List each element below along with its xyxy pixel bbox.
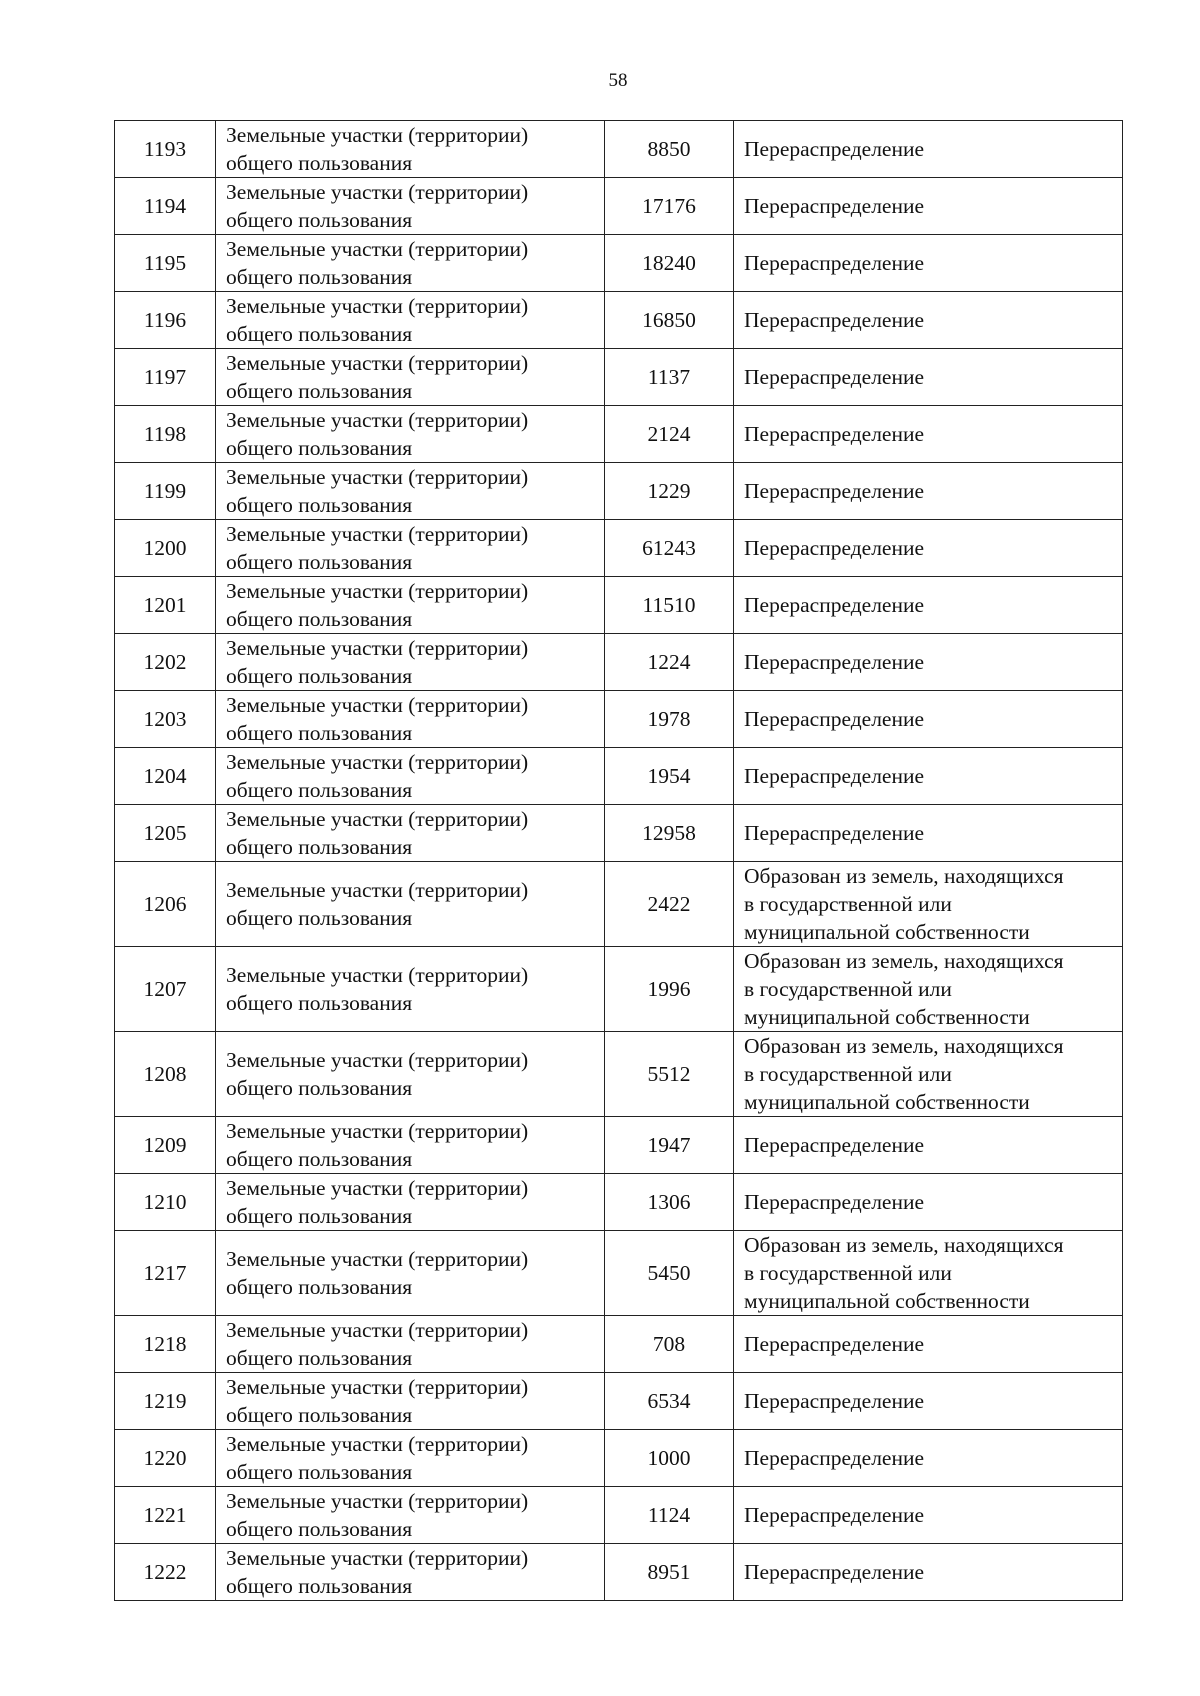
plot-name-line: Земельные участки (территории) xyxy=(226,750,529,774)
formation-basis-line: Перераспределение xyxy=(744,251,925,275)
formation-basis-line: Перераспределение xyxy=(744,1190,925,1214)
formation-basis-cell xyxy=(734,1231,1123,1316)
plot-name-line: общего пользования xyxy=(226,1147,413,1171)
plot-area-cell: 1124 xyxy=(605,1487,734,1544)
row-number-cell: 1206 xyxy=(115,862,216,947)
land-plots-table xyxy=(114,120,1123,1601)
formation-basis-line: Перераспределение xyxy=(744,650,925,674)
plot-area-cell: 1954 xyxy=(605,748,734,805)
formation-basis-cell xyxy=(734,947,1123,1032)
plot-area-cell: 8850 xyxy=(605,121,734,178)
row-number-cell: 1193 xyxy=(115,121,216,178)
plot-name-line: Земельные участки (территории) xyxy=(226,878,529,902)
plot-name-line: Земельные участки (территории) xyxy=(226,465,529,489)
table-row xyxy=(115,1373,1123,1430)
plot-name-line: общего пользования xyxy=(226,721,413,745)
formation-basis-cell xyxy=(734,691,1123,748)
plot-name-line: Земельные участки (территории) xyxy=(226,237,529,261)
formation-basis-line: в государственной или xyxy=(744,977,952,1001)
plot-area-cell: 5450 xyxy=(605,1231,734,1316)
table-row xyxy=(115,1117,1123,1174)
formation-basis-line: Перераспределение xyxy=(744,1446,925,1470)
formation-basis-line: Перераспределение xyxy=(744,1332,925,1356)
plot-name-cell xyxy=(216,1117,605,1174)
plot-area-cell: 12958 xyxy=(605,805,734,862)
table-row xyxy=(115,349,1123,406)
plot-name-line: Земельные участки (территории) xyxy=(226,807,529,831)
plot-name-cell xyxy=(216,577,605,634)
plot-name-line: Земельные участки (территории) xyxy=(226,408,529,432)
row-number-cell: 1208 xyxy=(115,1032,216,1117)
plot-name-cell xyxy=(216,634,605,691)
formation-basis-cell xyxy=(734,349,1123,406)
plot-name-line: Земельные участки (территории) xyxy=(226,1375,529,1399)
plot-name-line: Земельные участки (территории) xyxy=(226,963,529,987)
plot-area-cell: 61243 xyxy=(605,520,734,577)
table-row xyxy=(115,805,1123,862)
plot-name-line: Земельные участки (территории) xyxy=(226,1119,529,1143)
formation-basis-cell xyxy=(734,235,1123,292)
plot-name-cell xyxy=(216,1316,605,1373)
formation-basis-line: Перераспределение xyxy=(744,1389,925,1413)
plot-name-line: Земельные участки (территории) xyxy=(226,522,529,546)
plot-name-line: общего пользования xyxy=(226,265,413,289)
formation-basis-line: Перераспределение xyxy=(744,137,925,161)
row-number-cell: 1222 xyxy=(115,1544,216,1601)
plot-name-line: Земельные участки (территории) xyxy=(226,1432,529,1456)
table-row xyxy=(115,691,1123,748)
plot-area-cell: 5512 xyxy=(605,1032,734,1117)
plot-name-line: Земельные участки (территории) xyxy=(226,579,529,603)
row-number-cell: 1203 xyxy=(115,691,216,748)
table-row xyxy=(115,178,1123,235)
table-row xyxy=(115,1487,1123,1544)
formation-basis-cell xyxy=(734,577,1123,634)
plot-area-cell: 708 xyxy=(605,1316,734,1373)
formation-basis-cell xyxy=(734,1487,1123,1544)
plot-name-cell xyxy=(216,1032,605,1117)
plot-name-line: общего пользования xyxy=(226,1275,413,1299)
table-body xyxy=(115,121,1123,1601)
plot-name-cell xyxy=(216,292,605,349)
formation-basis-cell xyxy=(734,292,1123,349)
plot-name-cell xyxy=(216,235,605,292)
row-number-cell: 1194 xyxy=(115,178,216,235)
formation-basis-line: Образован из земель, находящихся xyxy=(744,1034,1064,1058)
plot-name-line: общего пользования xyxy=(226,664,413,688)
page-number: 58 xyxy=(608,70,628,91)
row-number-cell: 1196 xyxy=(115,292,216,349)
plot-name-cell xyxy=(216,691,605,748)
plot-name-cell xyxy=(216,1174,605,1231)
formation-basis-line: муниципальной собственности xyxy=(744,1005,1030,1029)
row-number-cell: 1199 xyxy=(115,463,216,520)
plot-name-line: Земельные участки (территории) xyxy=(226,1048,529,1072)
formation-basis-line: Образован из земель, находящихся xyxy=(744,949,1064,973)
plot-name-line: общего пользования xyxy=(226,379,413,403)
row-number-cell: 1219 xyxy=(115,1373,216,1430)
plot-name-line: Земельные участки (территории) xyxy=(226,1176,529,1200)
row-number-cell: 1198 xyxy=(115,406,216,463)
plot-area-cell: 1996 xyxy=(605,947,734,1032)
row-number-cell: 1205 xyxy=(115,805,216,862)
formation-basis-line: муниципальной собственности xyxy=(744,1289,1030,1313)
formation-basis-cell xyxy=(734,1174,1123,1231)
formation-basis-cell xyxy=(734,463,1123,520)
formation-basis-cell xyxy=(734,1544,1123,1601)
plot-area-cell: 8951 xyxy=(605,1544,734,1601)
formation-basis-cell xyxy=(734,1032,1123,1117)
row-number-cell: 1204 xyxy=(115,748,216,805)
formation-basis-cell xyxy=(734,520,1123,577)
plot-name-line: общего пользования xyxy=(226,208,413,232)
formation-basis-cell xyxy=(734,805,1123,862)
plot-name-cell xyxy=(216,805,605,862)
plot-name-cell xyxy=(216,748,605,805)
plot-name-cell xyxy=(216,1373,605,1430)
formation-basis-line: Перераспределение xyxy=(744,365,925,389)
plot-name-line: общего пользования xyxy=(226,1204,413,1228)
table-row xyxy=(115,862,1123,947)
plot-area-cell: 11510 xyxy=(605,577,734,634)
plot-name-cell xyxy=(216,463,605,520)
formation-basis-cell xyxy=(734,406,1123,463)
plot-name-line: Земельные участки (территории) xyxy=(226,180,529,204)
table-row xyxy=(115,292,1123,349)
plot-area-cell: 2422 xyxy=(605,862,734,947)
formation-basis-line: Перераспределение xyxy=(744,764,925,788)
plot-name-line: Земельные участки (территории) xyxy=(226,1489,529,1513)
plot-name-cell xyxy=(216,349,605,406)
formation-basis-line: Перераспределение xyxy=(744,1560,925,1584)
plot-name-cell xyxy=(216,1231,605,1316)
plot-name-line: общего пользования xyxy=(226,493,413,517)
plot-name-line: общего пользования xyxy=(226,550,413,574)
formation-basis-line: Перераспределение xyxy=(744,308,925,332)
plot-name-line: общего пользования xyxy=(226,1346,413,1370)
formation-basis-cell xyxy=(734,1316,1123,1373)
plot-name-line: Земельные участки (территории) xyxy=(226,693,529,717)
plot-area-cell: 1978 xyxy=(605,691,734,748)
plot-name-cell xyxy=(216,862,605,947)
row-number-cell: 1202 xyxy=(115,634,216,691)
plot-name-line: Земельные участки (территории) xyxy=(226,123,529,147)
formation-basis-line: Образован из земель, находящихся xyxy=(744,864,1064,888)
plot-name-line: общего пользования xyxy=(226,778,413,802)
row-number-cell: 1220 xyxy=(115,1430,216,1487)
plot-name-line: общего пользования xyxy=(226,151,413,175)
plot-area-cell: 17176 xyxy=(605,178,734,235)
formation-basis-line: Перераспределение xyxy=(744,479,925,503)
row-number-cell: 1197 xyxy=(115,349,216,406)
formation-basis-line: в государственной или xyxy=(744,1062,952,1086)
formation-basis-line: Перераспределение xyxy=(744,593,925,617)
plot-name-cell xyxy=(216,406,605,463)
row-number-cell: 1200 xyxy=(115,520,216,577)
table-row xyxy=(115,1544,1123,1601)
formation-basis-cell xyxy=(734,121,1123,178)
row-number-cell: 1217 xyxy=(115,1231,216,1316)
plot-area-cell: 1224 xyxy=(605,634,734,691)
table-row xyxy=(115,1316,1123,1373)
plot-name-line: Земельные участки (территории) xyxy=(226,294,529,318)
row-number-cell: 1207 xyxy=(115,947,216,1032)
plot-name-line: общего пользования xyxy=(226,1460,413,1484)
formation-basis-line: Перераспределение xyxy=(744,536,925,560)
plot-name-line: общего пользования xyxy=(226,1403,413,1427)
formation-basis-cell xyxy=(734,862,1123,947)
plot-name-cell xyxy=(216,121,605,178)
formation-basis-cell xyxy=(734,1373,1123,1430)
table-row xyxy=(115,235,1123,292)
plot-name-line: общего пользования xyxy=(226,991,413,1015)
plot-name-cell xyxy=(216,1430,605,1487)
plot-name-line: общего пользования xyxy=(226,906,413,930)
row-number-cell: 1209 xyxy=(115,1117,216,1174)
plot-name-line: Земельные участки (территории) xyxy=(226,351,529,375)
table-row xyxy=(115,1231,1123,1316)
formation-basis-cell xyxy=(734,1117,1123,1174)
plot-area-cell: 18240 xyxy=(605,235,734,292)
plot-name-line: общего пользования xyxy=(226,1517,413,1541)
row-number-cell: 1195 xyxy=(115,235,216,292)
table-row xyxy=(115,1032,1123,1117)
formation-basis-line: Образован из земель, находящихся xyxy=(744,1233,1064,1257)
plot-name-line: Земельные участки (территории) xyxy=(226,636,529,660)
plot-area-cell: 1306 xyxy=(605,1174,734,1231)
plot-area-cell: 6534 xyxy=(605,1373,734,1430)
formation-basis-line: в государственной или xyxy=(744,892,952,916)
plot-name-cell xyxy=(216,947,605,1032)
table-row xyxy=(115,520,1123,577)
formation-basis-line: Перераспределение xyxy=(744,422,925,446)
plot-area-cell: 1000 xyxy=(605,1430,734,1487)
plot-name-line: общего пользования xyxy=(226,835,413,859)
plot-name-line: общего пользования xyxy=(226,1076,413,1100)
plot-area-cell: 1947 xyxy=(605,1117,734,1174)
plot-name-line: общего пользования xyxy=(226,322,413,346)
plot-area-cell: 16850 xyxy=(605,292,734,349)
formation-basis-cell xyxy=(734,1430,1123,1487)
table-row xyxy=(115,1430,1123,1487)
formation-basis-line: Перераспределение xyxy=(744,1503,925,1527)
formation-basis-line: в государственной или xyxy=(744,1261,952,1285)
table-row xyxy=(115,1174,1123,1231)
table-row xyxy=(115,463,1123,520)
plot-area-cell: 2124 xyxy=(605,406,734,463)
plot-name-line: общего пользования xyxy=(226,436,413,460)
plot-name-line: Земельные участки (территории) xyxy=(226,1247,529,1271)
formation-basis-line: Перераспределение xyxy=(744,1133,925,1157)
plot-area-cell: 1229 xyxy=(605,463,734,520)
table-row xyxy=(115,634,1123,691)
table-row xyxy=(115,406,1123,463)
plot-name-cell xyxy=(216,520,605,577)
formation-basis-line: Перераспределение xyxy=(744,821,925,845)
table-row xyxy=(115,121,1123,178)
plot-name-line: общего пользования xyxy=(226,607,413,631)
plot-name-line: Земельные участки (территории) xyxy=(226,1318,529,1342)
formation-basis-cell xyxy=(734,634,1123,691)
plot-area-cell: 1137 xyxy=(605,349,734,406)
plot-name-line: общего пользования xyxy=(226,1574,413,1598)
formation-basis-line: Перераспределение xyxy=(744,707,925,731)
row-number-cell: 1218 xyxy=(115,1316,216,1373)
row-number-cell: 1221 xyxy=(115,1487,216,1544)
table-row xyxy=(115,577,1123,634)
row-number-cell: 1201 xyxy=(115,577,216,634)
table-row xyxy=(115,748,1123,805)
table-row xyxy=(115,947,1123,1032)
plot-name-cell xyxy=(216,1487,605,1544)
formation-basis-line: Перераспределение xyxy=(744,194,925,218)
formation-basis-cell xyxy=(734,178,1123,235)
plot-name-line: Земельные участки (территории) xyxy=(226,1546,529,1570)
plot-name-cell xyxy=(216,1544,605,1601)
plot-name-cell xyxy=(216,178,605,235)
formation-basis-cell xyxy=(734,748,1123,805)
formation-basis-line: муниципальной собственности xyxy=(744,1090,1030,1114)
formation-basis-line: муниципальной собственности xyxy=(744,920,1030,944)
row-number-cell: 1210 xyxy=(115,1174,216,1231)
